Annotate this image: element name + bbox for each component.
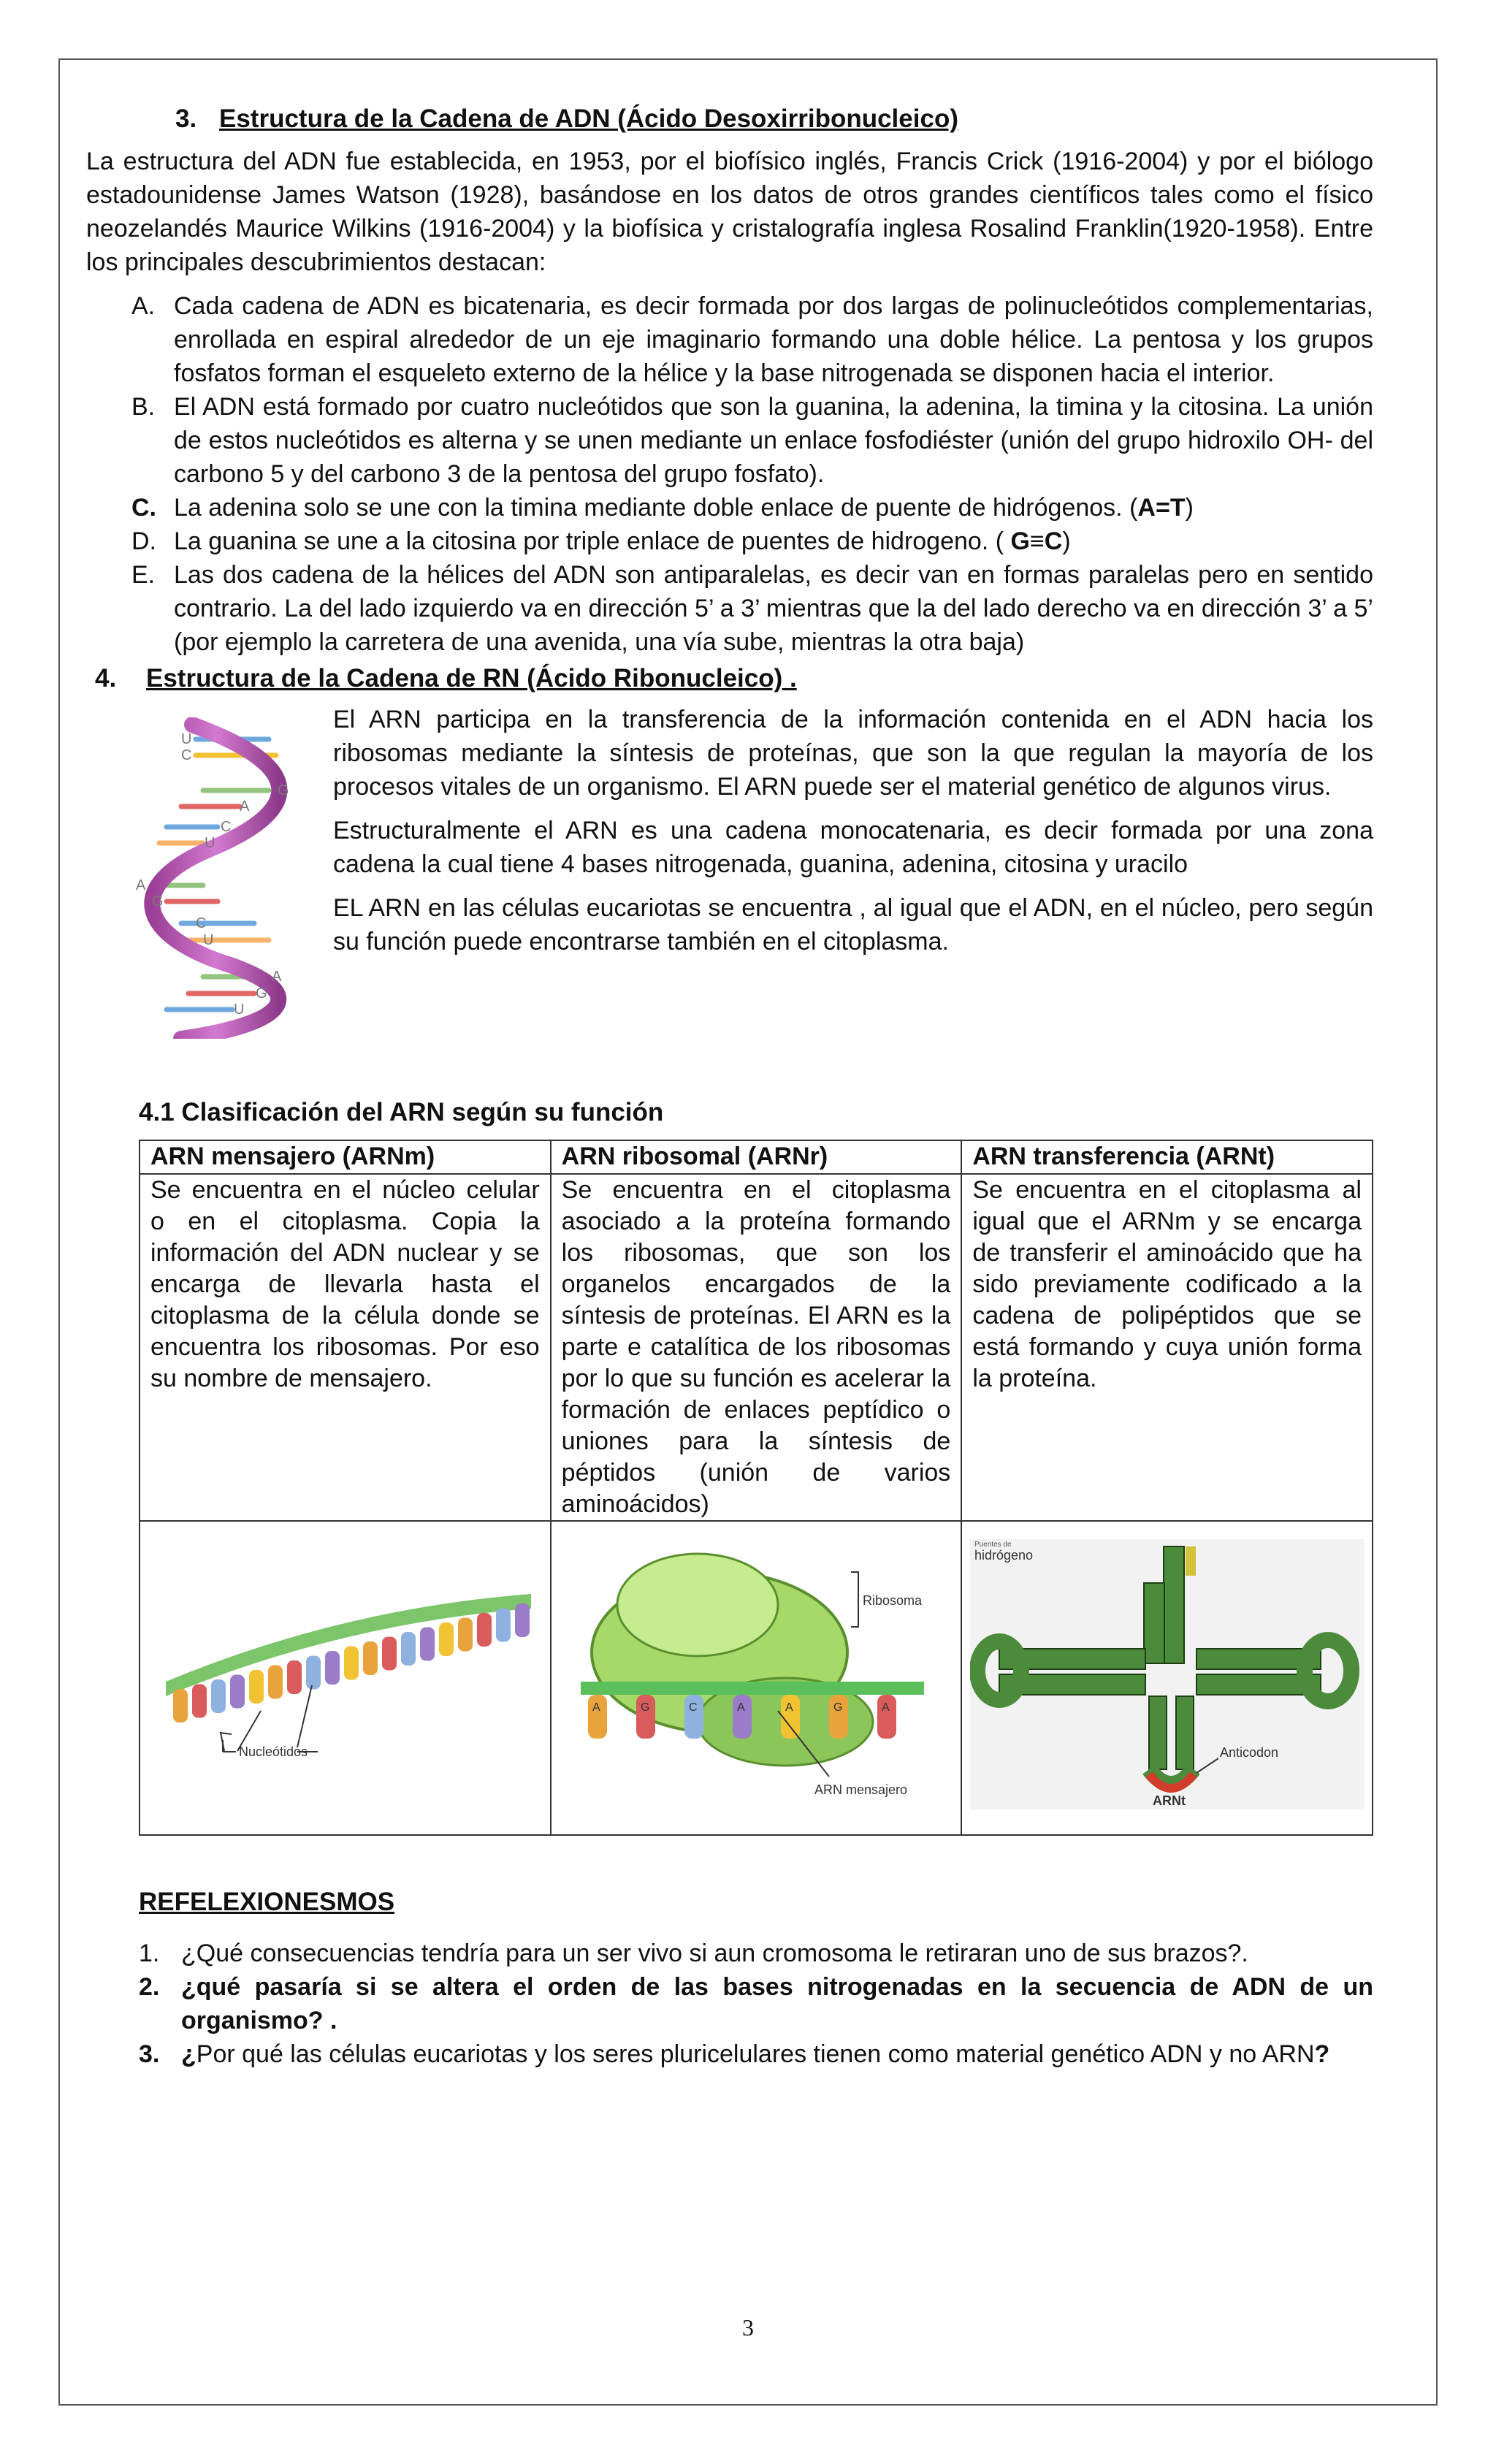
paragraph: El ARN participa en la transferencia de la información contenida en el ADN hacia los ribosomas mediante la síntesis de proteínas, que son la que regulan la mayoría de los procesos vitales de un organismo. El ARN puede ser el material genético de algunos virus. [333, 706, 1373, 801]
list-item [86, 558, 1373, 659]
arn-mensajero-label: ARN mensajero [814, 1782, 908, 1797]
nucleotide-base [439, 1622, 454, 1656]
helix-letter: C [196, 915, 207, 931]
rna-classification-table [139, 1140, 1373, 1836]
nucleotidos-label: Nucleótidos [239, 1744, 308, 1759]
helix-letter: G [152, 893, 164, 909]
nucleotide-base [249, 1670, 264, 1704]
list-item [86, 390, 1373, 491]
list-item-text: Las dos cadena de la hélices del ADN son antiparalelas, es decir van en formas paralelas pero en sentido contrario. La del lado izquierdo va en dirección 5’ a 3’ mientras que la del lado derecho va en dirección 3’ a 5’ (por ejemplo la carretera de una avenida, una vía sube, mientras la otra baja) [174, 561, 1373, 656]
nucleotide-base [382, 1636, 397, 1670]
rna-helix-illustration [123, 717, 335, 1039]
helix-letter: A [240, 798, 250, 815]
helix-letter: U [234, 1002, 245, 1018]
nucleotide-base [420, 1627, 435, 1660]
table-cell [961, 1521, 1373, 1835]
nucleotide-base [363, 1641, 378, 1675]
mrna-strand-diagram [151, 1565, 538, 1784]
table-header-row [140, 1140, 1373, 1174]
helix-letter: G [278, 782, 289, 798]
helix-letter: U [203, 932, 214, 948]
nucleotide-base [192, 1684, 207, 1717]
reflection-title: REFELEXIONESMOS [139, 1888, 395, 1916]
question-text: ¿Qué consecuencias tendría para un ser vivo si aun cromosoma le retiraran uno de sus brazos?. [181, 1939, 1248, 1967]
section-number: 3. [175, 104, 197, 133]
list-marker: 3. [139, 2040, 160, 2068]
list-marker: E. [131, 561, 156, 589]
arnt-label: ARNt [1152, 1793, 1186, 1808]
section-3-intro: La estructura del ADN fue establecida, en 1953, por el biofísico inglés, Francis Crick (1916-2004) y por el biólogo estadounidense James Watson (1928), basándose en los datos de otros grandes científicos tales como el físico neozelandés Maurice Wilkins (1916-2004) y la biofísica y cristalografía inglesa Rosalind Franklin(1920-1958). Entre los principales descubrimientos destacan: [86, 148, 1373, 276]
list-item-text: Cada cadena de ADN es bicatenaria, es decir formada por dos largas de polinucleótidos complementarias, enrollada en espiral alrededor de un eje imaginario formando una doble hélice. La pentosa y los grupos fosfatos forman el esqueleto externo de la hélice y la base nitrogenada se disponen hacia el interior. [174, 292, 1373, 387]
list-item [86, 289, 1373, 390]
helix-letter: A [136, 877, 146, 893]
base-letter: A [881, 1701, 890, 1714]
page-number: 3 [742, 2314, 754, 2341]
paragraph: Estructuralmente el ARN es una cadena monocatenaria, es decir formada por una zona cadena la cual tiene 4 bases nitrogenada, guanina, adenina, citosina y uracilo [333, 817, 1373, 878]
rna-intro-block [86, 703, 1373, 1053]
section-4 [86, 662, 1373, 1053]
hidrogeno-label: hidrógeno [974, 1547, 1033, 1563]
list-marker: C. [131, 494, 156, 522]
nucleotide-base [287, 1660, 302, 1694]
nucleotide-base [458, 1617, 473, 1651]
base-letter: G [833, 1701, 843, 1714]
list-item-text: El ADN está formado por cuatro nucleótidos que son la guanina, la adenina, la timina y la citosina. La unión de estos nucleótidos es alterna y se unen mediante un enlace fosfodiéster (unión del grupo hidroxilo OH- del carbono 5 y del carbono 3 de la pentosa del grupo fosfato). [174, 393, 1373, 488]
helix-letter: U [205, 835, 215, 851]
nucleotide-base [496, 1608, 511, 1641]
list-item-text: La adenina solo se une con la timina mediante doble enlace de puente de hidrógenos. ( [174, 494, 1138, 522]
list-item [139, 1937, 1373, 1970]
table-cell: Se encuentra en el citoplasma asociado a la proteína formando los ribosomas, que son los organelos encargados de la síntesis de proteínas. El ARN es la parte e catalítica de los ribosomas por lo que su función es acelerar la formación de enlaces peptídico o uniones para la síntesis de péptidos (unión de varios aminoácidos) [551, 1174, 962, 1521]
question-text: Por qué las células eucariotas y los seres pluricelulares tienen como material genético ADN y no ARN [196, 2040, 1315, 2068]
document-content [86, 102, 1373, 2071]
nucleotide-base [515, 1603, 530, 1637]
anticodon-label: Anticodon [1219, 1744, 1278, 1760]
nucleotide-base [268, 1665, 283, 1698]
question-mark-open: ¿ [181, 2040, 196, 2068]
nucleotide-base [230, 1674, 245, 1708]
column-header: ARN ribosomal (ARNr) [551, 1140, 962, 1174]
nucleotide-base [325, 1651, 340, 1685]
list-marker: D. [131, 527, 156, 555]
base-letter: A [785, 1701, 793, 1714]
nucleotide-base [173, 1689, 188, 1723]
base-letter: G [640, 1701, 650, 1714]
question-mark-close: ? [1314, 2040, 1330, 2068]
section-title: Estructura de la Cadena de RN (Ácido Ribonucleico) . [146, 664, 797, 693]
section-4-heading [86, 662, 1373, 695]
column-header: ARN transferencia (ARNt) [961, 1140, 1373, 1174]
list-item [86, 525, 1373, 558]
list-item-tail: ) [1185, 494, 1194, 522]
nucleotide-base [306, 1655, 321, 1689]
list-item-tail: ) [1062, 527, 1071, 555]
ribosome-diagram [559, 1543, 953, 1806]
nucleotide-base [211, 1679, 226, 1713]
puentes-label: Puentes de [974, 1540, 1012, 1549]
list-marker: A. [131, 292, 156, 320]
helix-letter: C [221, 819, 232, 835]
nucleotide-base [401, 1632, 416, 1666]
nucleotide-base [344, 1646, 359, 1679]
table-cell [551, 1521, 962, 1835]
section-title: Estructura de la Cadena de ADN (Ácido Desoxirribonucleico) [219, 104, 958, 133]
list-item-text: La guanina se une a la citosina por triple enlace de puentes de hidrogeno. ( [174, 527, 1011, 555]
column-header: ARN mensajero (ARNm) [140, 1140, 551, 1174]
trna-diagram [970, 1539, 1365, 1809]
ribosoma-label: Ribosoma [862, 1593, 923, 1608]
table-row [140, 1521, 1373, 1835]
list-item [139, 2037, 1373, 2071]
base-letter: A [592, 1701, 600, 1714]
base-pair-gc: G≡C [1010, 527, 1063, 555]
base-pair-at: A=T [1137, 494, 1186, 522]
table-cell: Se encuentra en el citoplasma al igual que el ARNm y se encarga de transferir el aminoácido que ha sido previamente codificado a la cadena de polipéptidos que se está formando y cuya unión forma la proteína. [961, 1174, 1373, 1521]
paragraph: EL ARN en las células eucariotas se encuentra , al igual que el ADN, en el núcleo, pero según su función puede encontrarse también en el citoplasma. [333, 894, 1373, 956]
list-item [86, 491, 1373, 525]
table-cell [140, 1521, 551, 1835]
table-cell: Se encuentra en el núcleo celular o en el citoplasma. Copia la información del ADN nuclear y se encarga de llevarla hasta el citoplasma de la célula donde se encuentra los ribosomas. Por eso su nombre de mensajero. [140, 1174, 551, 1521]
section-number: 4. [95, 664, 117, 693]
list-marker: 1. [139, 1939, 160, 1967]
helix-letter: A [272, 969, 282, 985]
nucleotide-base [477, 1613, 492, 1647]
base-letter: A [736, 1701, 745, 1714]
list-item [139, 1970, 1373, 2037]
question-text: ¿qué pasaría si se altera el orden de las bases nitrogenadas en la secuencia de ADN de un organismo? . [181, 1973, 1373, 2034]
reflection-questions [139, 1937, 1373, 2071]
section-4-1-heading: 4.1 Clasificación del ARN según su función [139, 1098, 664, 1126]
list-marker: B. [131, 393, 156, 421]
list-marker: 2. [139, 1973, 160, 2001]
section-3-heading [175, 102, 1373, 136]
helix-letter: U [181, 731, 192, 747]
reflection-section [139, 1885, 1373, 2071]
helix-letter: G [256, 985, 267, 1002]
rna-description [333, 703, 1373, 969]
table-row [140, 1174, 1373, 1521]
base-letter: C [688, 1701, 698, 1714]
dna-discoveries-list [86, 289, 1373, 659]
helix-letter: C [181, 747, 192, 763]
